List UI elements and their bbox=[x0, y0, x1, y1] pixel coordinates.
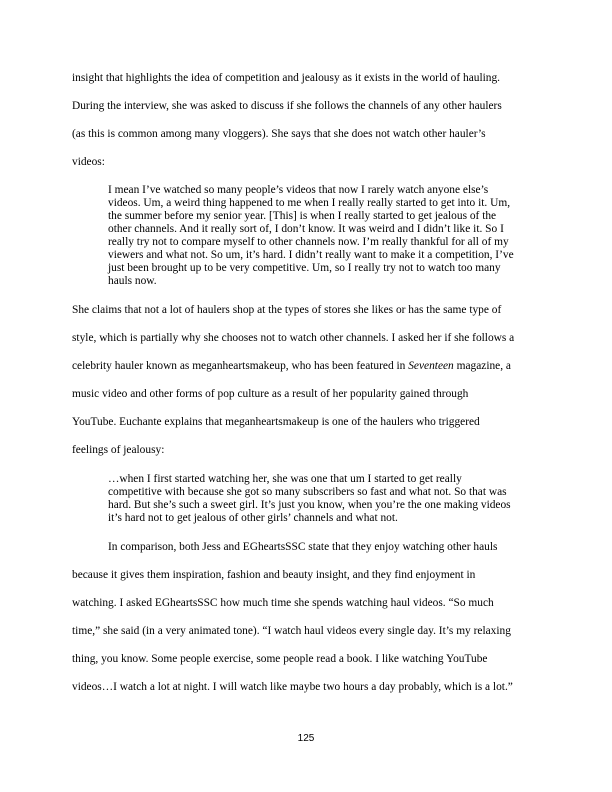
block-quote-line: …when I first started watching her, she was one that um I started to get really bbox=[108, 473, 462, 485]
body-text-span: celebrity hauler known as meganheartsmakeup, who has been featured in bbox=[72, 360, 409, 372]
body-text-line: thing, you know. Some people exercise, some people read a book. I like watching YouTube bbox=[72, 653, 488, 665]
page-number: 125 bbox=[297, 733, 315, 744]
block-quote-line: viewers and what not. So um, it’s hard. I didn’t really want to make it a competition, I’ve bbox=[108, 249, 514, 261]
block-quote-line: I mean I’ve watched so many people’s videos that now I rarely watch anyone else’s bbox=[108, 184, 489, 196]
body-text-line: She claims that not a lot of haulers shop at the types of stores she likes or has the same type of bbox=[72, 304, 502, 316]
body-text-line: because it gives them inspiration, fashion and beauty insight, and they find enjoyment in bbox=[72, 569, 476, 581]
block-quote-line: hard. But she’s such a sweet girl. It’s just you know, when you’re the one making videos bbox=[108, 499, 511, 511]
block-quote-line: videos. Um, a weird thing happened to me when I really really started to get into it. Um, bbox=[108, 197, 511, 209]
body-text-line: insight that highlights the idea of competition and jealousy as it exists in the world of hauling. bbox=[72, 72, 501, 84]
magazine-title: Seventeen bbox=[408, 360, 454, 372]
body-text-line: feelings of jealousy: bbox=[72, 444, 165, 456]
body-text-line bbox=[72, 360, 511, 373]
body-text-line: (as this is common among many vloggers). She says that she does not watch other hauler’s bbox=[72, 128, 486, 140]
block-quote-line: competitive with because she got so many subscribers so fast and what not. So that was bbox=[108, 486, 507, 498]
body-text-line: watching. I asked EGheartsSSC how much time she spends watching haul videos. “So much bbox=[72, 597, 494, 609]
body-text-line: style, which is partially why she chooses not to watch other channels. I asked her if she follows a bbox=[72, 332, 515, 344]
body-text-line: videos…I watch a lot at night. I will watch like maybe two hours a day probably, which is a lot.” bbox=[72, 681, 513, 693]
body-text-line: In comparison, both Jess and EGheartsSSC state that they enjoy watching other hauls bbox=[108, 541, 498, 553]
block-quote-line: hauls now. bbox=[108, 275, 157, 287]
block-quote-line: the summer before my senior year. [This] is when I really started to get jealous of the bbox=[108, 210, 497, 222]
block-quote-line: just been brought up to be very competitive. Um, so I really try not to watch too many bbox=[108, 262, 501, 274]
block-quote-line: really try not to compare myself to other channels now. I’m really thankful for all of my bbox=[108, 236, 509, 248]
body-text-line: YouTube. Euchante explains that meganheartsmakeup is one of the haulers who triggered bbox=[72, 416, 480, 428]
body-text-line: During the interview, she was asked to discuss if she follows the channels of any other haulers bbox=[72, 100, 502, 112]
block-quote-line: other channels. And it really sort of, I don’t know. It was weird and I didn’t like it. So I bbox=[108, 223, 504, 235]
block-quote-line: it’s hard not to get jealous of other girls’ channels and what not. bbox=[108, 512, 398, 524]
body-text-line: time,” she said (in a very animated tone). “I watch haul videos every single day. It’s my relaxing bbox=[72, 625, 511, 637]
body-text-span: magazine, a bbox=[453, 360, 511, 372]
body-text-line: videos: bbox=[72, 156, 105, 168]
body-text-line: music video and other forms of pop culture as a result of her popularity gained through bbox=[72, 388, 469, 400]
